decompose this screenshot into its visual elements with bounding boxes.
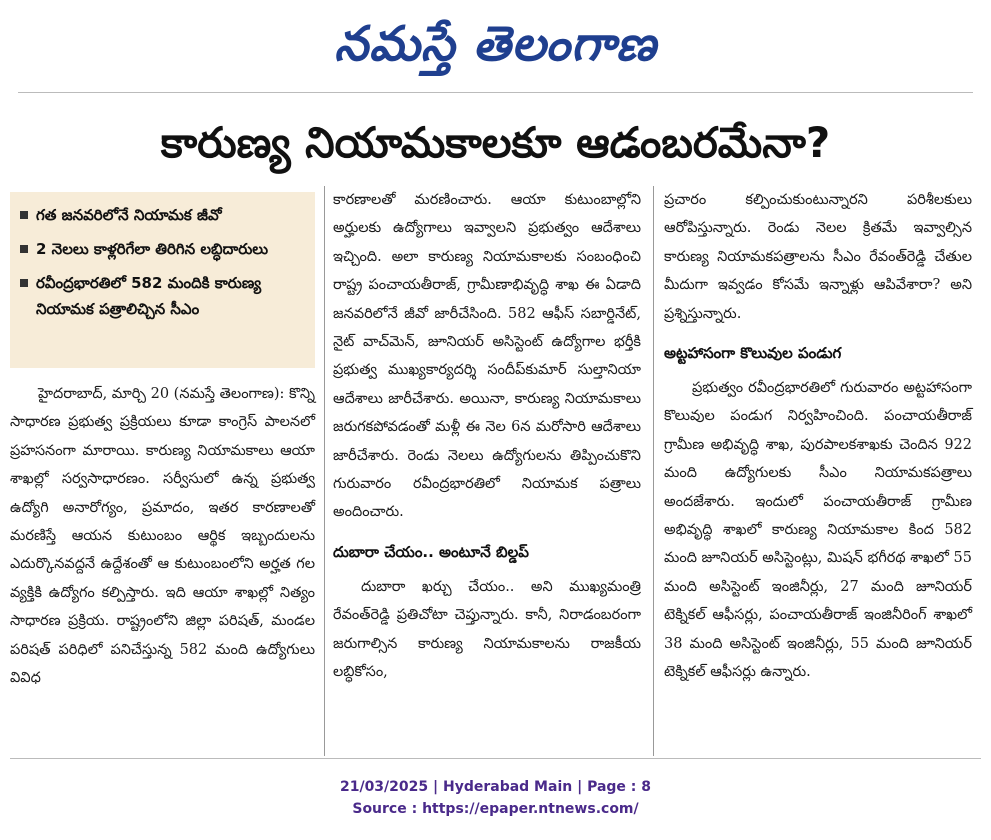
bullet-icon — [20, 279, 28, 287]
masthead-logo: నమస్తే తెలంగాణ — [334, 16, 657, 72]
highlight-item — [18, 236, 307, 262]
article-paragraph: ప్రచారం కల్పించుకుంటున్నారని పరిశీలకులు ఆరోపిస్తున్నారు. రెండు నెలల క్రితమే ఇవ్వాల్సిన కారుణ్య నియామకపత్రాలను సీఎం రేవంత్‌రెడ్డి చేతుల మీదుగా ఇవ్వడం కోసమే ఇన్నాళ్లు ఆపివేశారా? అని ప్రశ్నిస్తున్నారు. — [664, 192, 972, 322]
article-column-2 — [333, 186, 641, 687]
article-column-3 — [664, 186, 972, 687]
bullet-icon — [20, 245, 28, 253]
highlight-text: రవీంద్రభారతిలో 582 మందికి కారుణ్య నియామక పత్రాలిచ్చిన సీఎం — [36, 274, 262, 318]
column-divider — [653, 186, 654, 756]
article-paragraph: హైదరాబాద్, మార్చి 20 (నమస్తే తెలంగాణ): కొన్ని సాధారణ ప్రభుత్వ ప్రక్రియలు కూడా కాంగ్రెస్ పాలనలో ప్రహసనంగా మారాయి. కారుణ్య నియామకాలు ఆయా శాఖల్లో సర్వసాధారణం. సర్వీసులో ఉన్న ప్రభుత్వ ఉద్యోగి అనారోగ్యం, ప్రమాదం, ఇతర కారణాలతో మరణిస్తే ఆయన కుటుంబం ఆర్థిక ఇబ్బందులను ఎదుర్కొనవద్దనే ఉద్దేశంతో ఆ కుటుంబంలోని అర్హత గల వ్యక్తికి ఉద్యోగం కల్పిస్తారు. ఇది ఆయా శాఖల్లో నిత్యం సాధారణ ప్రక్రియ. రాష్ట్రంలోని జిల్లా పరిషత్, మండల పరిషత్ పరిధిలో పనిచేస్తున్న 582 మంది ఉద్యోగులు వివిధ — [10, 386, 315, 687]
article-paragraph: కారణాలతో మరణించారు. ఆయా కుటుంబాల్లోని అర్హులకు ఉద్యోగాలు ఇవ్వాలని ప్రభుత్వం ఆదేశాలు ఇచ్చింది. అలా కారుణ్య నియామకాలకు సంబంధించి రాష్ట్ర పంచాయతీరాజ్, గ్రామీణాభివృద్ధి శాఖ ఈ ఏడాది జనవరిలోనే జీవో జారీచేసింది. 582 ఆఫీస్ సబార్డినేట్, నైట్ వాచ్‌మెన్, జూనియర్ అసిస్టెంట్ ఉద్యోగాల భర్తీకి ప్రభుత్వ ముఖ్యకార్యదర్శి సందీప్‌కుమార్ సుల్తానియా ఆదేశాలు జారీచేశారు. అయినా, కారుణ్య నియామకాలు జరుగకపోవడంతో మళ్లీ ఈ నెల 6న మరోసారి ఆదేశాలు జారీచేశారు. రెండు నెలలు ఉద్యోగులను తిప్పించుకొని గురువారం రవీంద్రభారతిలో నియామక పత్రాలు అందించారు. — [333, 192, 641, 521]
bottom-divider — [10, 758, 981, 759]
top-divider — [18, 92, 973, 93]
highlight-item — [18, 270, 307, 322]
footer — [0, 776, 991, 820]
article-paragraph: దుబారా ఖర్చు చేయం.. అని ముఖ్యమంత్రి రేవంత్‌రెడ్డి ప్రతిచోటా చెప్తున్నారు. కానీ, నిరాడంబరంగా జరుగాల్సిన కారుణ్య నియామకాలను రాజకీయ లబ్ధికోసం, — [333, 578, 641, 681]
page-headline: కారుణ్య నియామకాలకూ ఆడంబరమేనా? — [160, 118, 831, 167]
highlights-box — [10, 192, 315, 368]
highlight-text: గత జనవరిలోనే నియామక జీవో — [36, 206, 222, 224]
bullet-icon — [20, 211, 28, 219]
footer-date-line: 21/03/2025 | Hyderabad Main | Page : 8 — [339, 779, 652, 795]
article-paragraph: ప్రభుత్వం రవీంద్రభారతిలో గురువారం అట్టహాసంగా కొలువుల పండుగ నిర్వహించింది. పంచాయతీరాజ్ గ్రామీణ అభివృద్ధి శాఖ, పురపాలకశాఖకు చెందిన 922 మంది ఉద్యోగులకు సీఎం నియామకపత్రాలు అందజేశారు. ఇందులో పంచాయతీరాజ్ గ్రామీణ అభివృద్ధి శాఖలో కారుణ్య నియామకాల కింద 582 మంది జూనియర్ అసిస్టెంట్లు, మిషన్ భగీరథ శాఖలో 55 మంది అసిస్టెంట్ ఇంజినీర్లు, 27 మంది జూనియర్ టెక్నికల్ ఆఫీసర్లు, పంచాయతీరాజ్ ఇంజినీరింగ్ శాఖలో 38 మంది అసిస్టెంట్ ఇంజినీర్లు, 55 మంది జూనియర్ టెక్నికల్ ఆఫీసర్లు ఉన్నారు. — [664, 380, 972, 681]
subheading-1: దుబారా చేయం.. అంటూనే బిల్డప్ — [333, 542, 529, 561]
subheading-2: అట్టహాసంగా కొలువుల పండుగ — [664, 344, 842, 363]
column-divider — [324, 186, 325, 756]
article-column-1 — [10, 380, 315, 692]
highlight-item — [18, 202, 307, 228]
highlight-text: 2 నెలలు కాళ్లరిగేలా తిరిగిన లబ్ధిదారులు — [36, 240, 269, 258]
footer-source-line[interactable]: Source : https://epaper.ntnews.com/ — [352, 801, 639, 817]
